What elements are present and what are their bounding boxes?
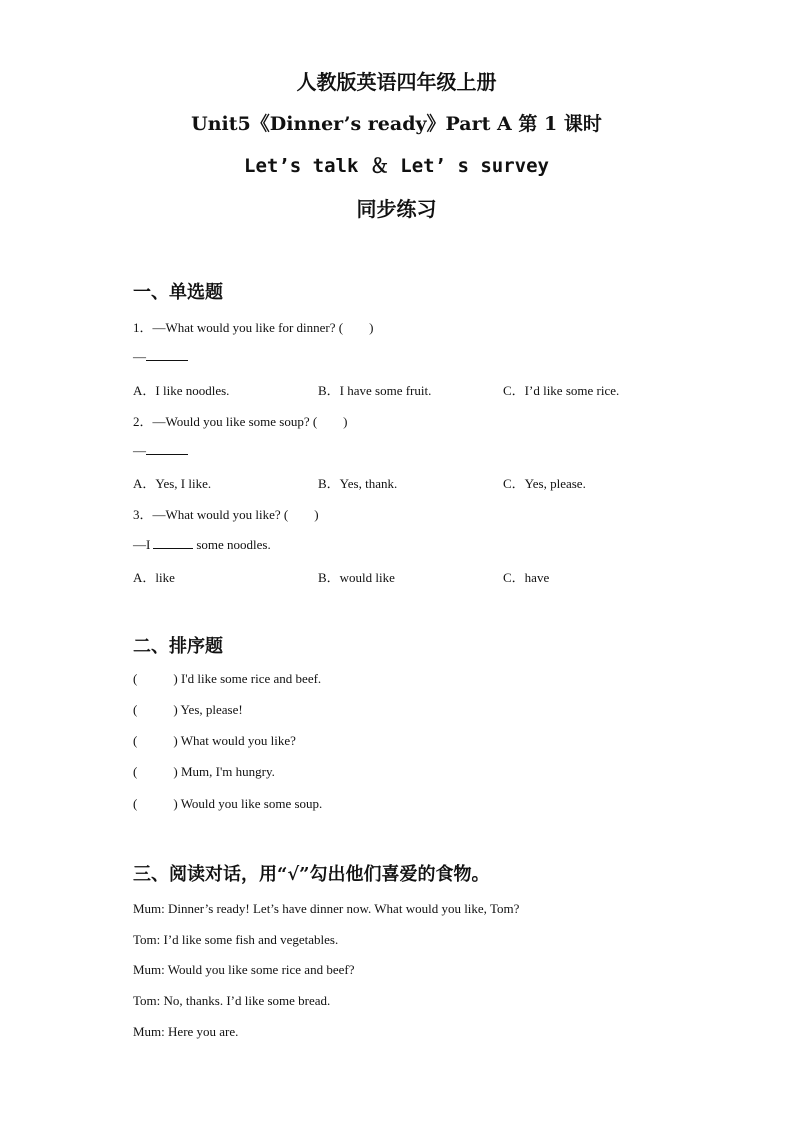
section-heading-single-choice: 一、单选题 [133, 282, 223, 303]
open-paren: ( [133, 733, 138, 748]
dialogue-line: Tom: No, thanks. I’d like some bread. [133, 993, 331, 1008]
question-2-option-a[interactable]: A．Yes, I like. [133, 476, 212, 491]
ordering-text: Mum, I'm hungry. [180, 764, 275, 779]
answer-blank[interactable] [146, 442, 188, 455]
close-paren: ) [173, 671, 178, 686]
question-2-option-b[interactable]: B．Yes, thank. [318, 476, 398, 491]
question-1-option-b[interactable]: B．I have some fruit. [318, 383, 432, 398]
answer-prefix: —I [133, 537, 151, 552]
answer-blank[interactable] [146, 348, 188, 361]
section-heading-ordering: 二、排序题 [133, 636, 223, 657]
dialogue-line: Mum: Here you are. [133, 1024, 239, 1039]
exercise-title: 同步练习 [356, 197, 437, 221]
question-1-answer-line [133, 348, 188, 365]
dialogue-line: Mum: Would you like some rice and beef? [133, 962, 355, 977]
close-paren: ) [173, 733, 178, 748]
question-1-option-a[interactable]: A．I like noodles. [133, 383, 230, 398]
question-3-option-a[interactable]: A．like [133, 570, 175, 585]
question-2-option-c[interactable]: C．Yes, please. [503, 476, 586, 491]
dialogue-line: Mum: Dinner’s ready! Let’s have dinner now. What would you like, Tom? [133, 901, 520, 916]
ordering-text: Would you like some soup. [180, 796, 323, 811]
answer-blank[interactable] [153, 536, 193, 549]
book-title: 人教版英语四年级上册 [296, 70, 497, 94]
unit-title: Unit5《Dinner’s ready》Part A 第 1 课时 [191, 113, 602, 135]
dialogue-line: Tom: I’d like some fish and vegetables. [133, 932, 339, 947]
ordering-text: Yes, please! [180, 702, 243, 717]
question-1-option-c[interactable]: C．I’d like some rice. [503, 383, 620, 398]
section-heading-reading: 三、阅读对话，用“√”勾出他们喜爱的食物。 [133, 864, 490, 885]
question-3-option-b[interactable]: B．would like [318, 570, 395, 585]
question-2-stem: 2．—Would you like some soup? ( ) [133, 414, 348, 429]
open-paren: ( [133, 796, 138, 811]
ordering-text: I'd like some rice and beef. [180, 671, 322, 686]
ordering-item [133, 733, 296, 749]
open-paren: ( [133, 702, 138, 717]
open-paren: ( [133, 764, 138, 779]
ordering-item [133, 702, 243, 718]
question-1-stem: 1．—What would you like for dinner? ( ) [133, 320, 374, 335]
close-paren: ) [173, 702, 178, 717]
ordering-item [133, 796, 322, 812]
close-paren: ) [173, 764, 178, 779]
ordering-text: What would you like? [180, 733, 296, 748]
ordering-item [133, 671, 321, 687]
answer-suffix: some noodles. [196, 537, 271, 552]
ordering-item [133, 764, 275, 780]
answer-prefix: — [133, 443, 146, 458]
lesson-title: Let’s talk ＆ Let’ s survey [244, 155, 549, 177]
question-3-stem: 3．—What would you like? ( ) [133, 507, 319, 522]
question-3-option-c[interactable]: C．have [503, 570, 550, 585]
question-3-answer-line [133, 536, 271, 553]
close-paren: ) [173, 796, 178, 811]
open-paren: ( [133, 671, 138, 686]
question-2-answer-line [133, 442, 188, 459]
answer-prefix: — [133, 349, 146, 364]
